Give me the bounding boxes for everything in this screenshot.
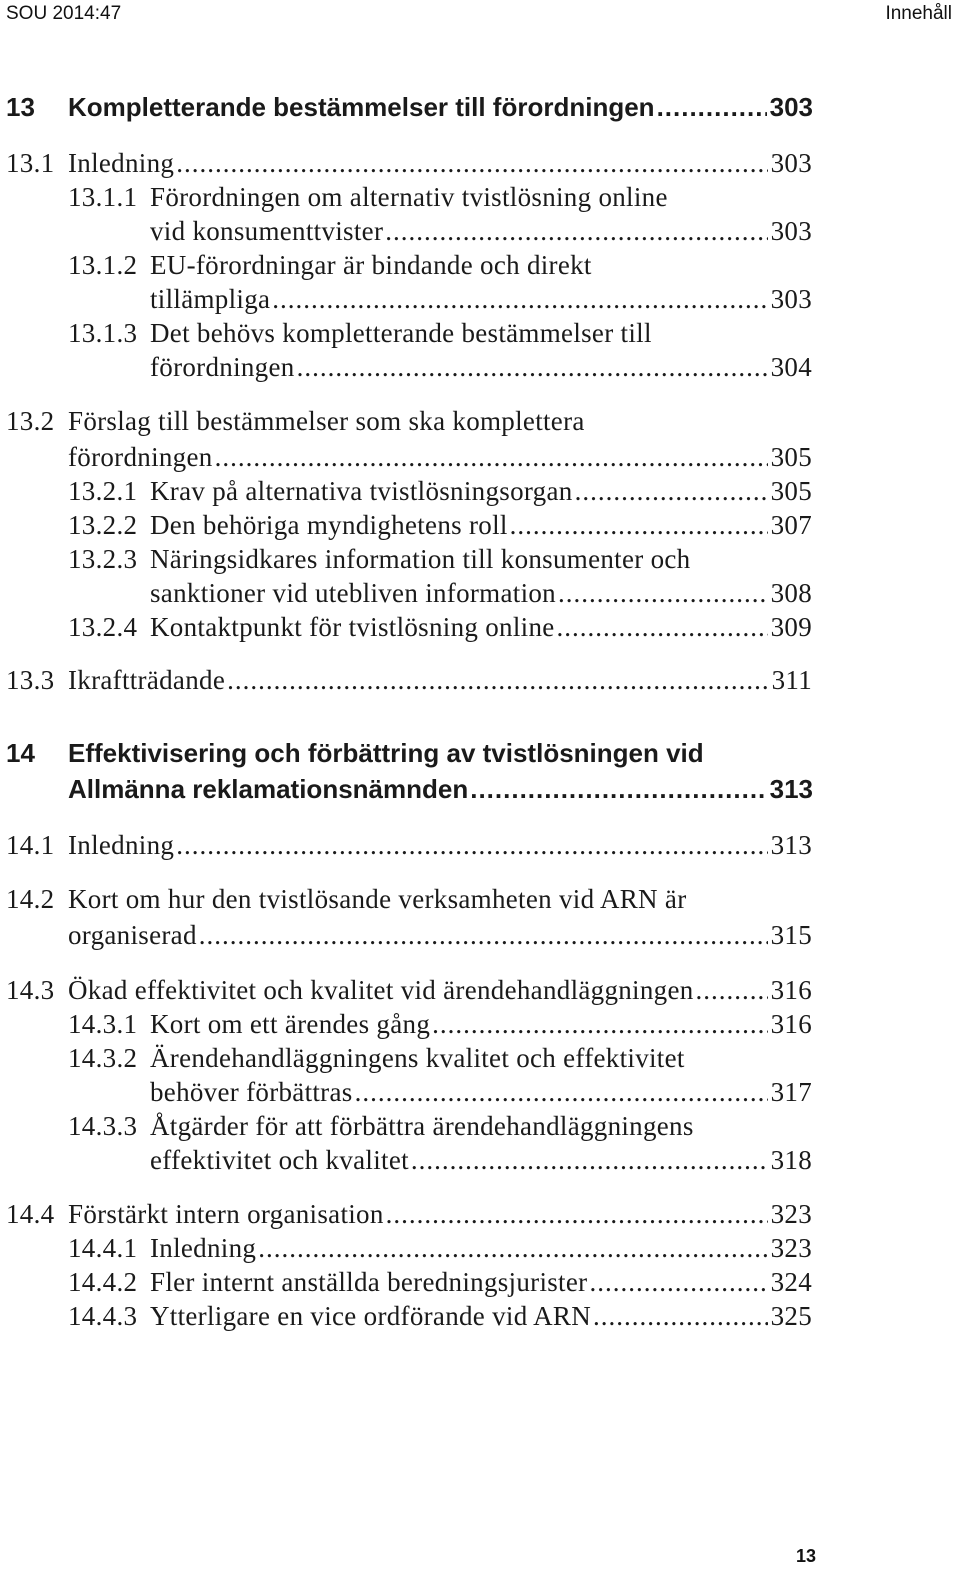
toc-title: Förslag till bestämmelser som ska komplettera bbox=[68, 406, 585, 436]
toc-title: Förstärkt intern organisation bbox=[68, 1199, 384, 1229]
toc-page-number: 317 bbox=[770, 1077, 812, 1107]
toc-title-continued: förordningen bbox=[150, 352, 295, 382]
toc-title: Åtgärder för att förbättra ärendehandläggningens bbox=[150, 1111, 694, 1141]
toc-number: 13.1.1 bbox=[68, 182, 138, 212]
toc-number: 14 bbox=[6, 738, 35, 768]
toc-page-number: 303 bbox=[770, 284, 812, 314]
toc-page-number: 323 bbox=[770, 1233, 812, 1263]
toc-title-continued: effektivitet och kvalitet bbox=[150, 1145, 409, 1175]
toc-number: 13.2.2 bbox=[68, 510, 138, 540]
toc-leader-dots bbox=[176, 830, 767, 861]
toc-title-continued: vid konsumenttvister bbox=[150, 216, 384, 246]
toc-title-continued: Allmänna reklamationsnämnden bbox=[68, 774, 469, 804]
toc-leader-dots bbox=[593, 1301, 768, 1332]
toc-number: 13.2.4 bbox=[68, 612, 138, 642]
toc-leader-dots bbox=[199, 920, 768, 951]
toc-title-continued: behöver förbättras bbox=[150, 1077, 353, 1107]
toc-number: 13.1.2 bbox=[68, 250, 138, 280]
toc-title: Kompletterande bestämmelser till förordningen bbox=[68, 92, 655, 122]
toc-page-number: 316 bbox=[770, 975, 812, 1005]
toc-leader-dots bbox=[272, 284, 767, 315]
toc-number: 13 bbox=[6, 92, 35, 122]
toc-leader-dots bbox=[355, 1077, 768, 1108]
running-header-left: SOU 2014:47 bbox=[6, 3, 122, 24]
toc-leader-dots bbox=[470, 774, 766, 805]
toc-number: 14.4.3 bbox=[68, 1301, 138, 1331]
toc-title: EU-förordningar är bindande och direkt bbox=[150, 250, 592, 280]
toc-number: 14.3.1 bbox=[68, 1009, 138, 1039]
toc-number: 13.1 bbox=[6, 148, 55, 178]
toc-title: Krav på alternativa tvistlösningsorgan bbox=[150, 476, 573, 506]
toc-number: 14.1 bbox=[6, 830, 55, 860]
toc-leader-dots bbox=[297, 352, 768, 383]
toc-leader-dots bbox=[386, 1199, 768, 1230]
toc-page-number: 303 bbox=[769, 92, 813, 122]
toc-page-number: 303 bbox=[770, 216, 812, 246]
toc-leader-dots bbox=[432, 1009, 767, 1040]
toc-title: Ökad effektivitet och kvalitet vid ärendehandläggningen bbox=[68, 975, 694, 1005]
toc-title: Kontaktpunkt för tvistlösning online bbox=[150, 612, 555, 642]
toc-leader-dots bbox=[215, 442, 768, 473]
toc-title: Inledning bbox=[68, 830, 175, 860]
toc-leader-dots bbox=[558, 578, 768, 609]
toc-title: Ytterligare en vice ordförande vid ARN bbox=[150, 1301, 592, 1331]
toc-leader-dots bbox=[258, 1233, 767, 1264]
toc-page-number: 313 bbox=[769, 774, 813, 804]
toc-title: Ärendehandläggningens kvalitet och effektivitet bbox=[150, 1043, 685, 1073]
toc-leader-dots bbox=[557, 612, 768, 643]
toc-number: 14.3.3 bbox=[68, 1111, 138, 1141]
toc-title: Inledning bbox=[150, 1233, 257, 1263]
toc-page-number: 313 bbox=[770, 830, 812, 860]
toc-number: 13.3 bbox=[6, 665, 55, 695]
toc-leader-dots bbox=[510, 510, 768, 541]
running-header-right: Innehåll bbox=[885, 3, 952, 24]
toc-leader-dots bbox=[657, 92, 767, 123]
toc-number: 13.2 bbox=[6, 406, 55, 436]
toc-title-continued: förordningen bbox=[68, 442, 213, 472]
toc-page-number: 325 bbox=[770, 1301, 812, 1331]
toc-title: Näringsidkares information till konsumenter och bbox=[150, 544, 691, 574]
toc-page-number: 324 bbox=[770, 1267, 812, 1297]
toc-leader-dots bbox=[589, 1267, 767, 1298]
toc-title: Förordningen om alternativ tvistlösning online bbox=[150, 182, 668, 212]
toc-number: 14.3.2 bbox=[68, 1043, 138, 1073]
toc-number: 13.2.3 bbox=[68, 544, 138, 574]
toc-number: 14.4 bbox=[6, 1199, 55, 1229]
toc-title-continued: tillämpliga bbox=[150, 284, 271, 314]
toc-leader-dots bbox=[575, 476, 768, 507]
toc-page-number: 304 bbox=[770, 352, 812, 382]
toc-title: Inledning bbox=[68, 148, 175, 178]
page-number: 13 bbox=[795, 1546, 816, 1566]
toc-page-number: 323 bbox=[770, 1199, 812, 1229]
toc-title: Den behöriga myndighetens roll bbox=[150, 510, 508, 540]
toc-number: 14.3 bbox=[6, 975, 55, 1005]
toc-title-continued: sanktioner vid utebliven information bbox=[150, 578, 556, 608]
toc-leader-dots bbox=[696, 975, 768, 1006]
toc-title: Kort om ett ärendes gång bbox=[150, 1009, 431, 1039]
toc-title: Fler internt anställda beredningsjurister bbox=[150, 1267, 588, 1297]
toc-leader-dots bbox=[227, 665, 768, 696]
toc-title-continued: organiserad bbox=[68, 920, 197, 950]
toc-title: Det behövs kompletterande bestämmelser till bbox=[150, 318, 652, 348]
toc-page-number: 311 bbox=[771, 665, 812, 695]
toc-page-number: 309 bbox=[770, 612, 812, 642]
toc-title: Effektivisering och förbättring av tvistlösningen vid bbox=[68, 738, 704, 768]
toc-number: 14.2 bbox=[6, 884, 55, 914]
toc-page-number: 318 bbox=[770, 1145, 812, 1175]
toc-page-number: 305 bbox=[770, 476, 812, 506]
toc-leader-dots bbox=[176, 148, 767, 179]
toc-page-number: 316 bbox=[770, 1009, 812, 1039]
toc-number: 14.4.2 bbox=[68, 1267, 138, 1297]
toc-number: 13.1.3 bbox=[68, 318, 138, 348]
toc-page-number: 315 bbox=[770, 920, 812, 950]
toc-leader-dots bbox=[411, 1145, 768, 1176]
toc-title: Kort om hur den tvistlösande verksamheten vid ARN är bbox=[68, 884, 687, 914]
toc-page-number: 307 bbox=[770, 510, 812, 540]
toc-title: Ikraftträdande bbox=[68, 665, 226, 695]
toc-page-number: 308 bbox=[770, 578, 812, 608]
toc-page-number: 305 bbox=[770, 442, 812, 472]
toc-number: 14.4.1 bbox=[68, 1233, 138, 1263]
toc-number: 13.2.1 bbox=[68, 476, 138, 506]
toc-leader-dots bbox=[385, 216, 767, 247]
toc-page-number: 303 bbox=[770, 148, 812, 178]
